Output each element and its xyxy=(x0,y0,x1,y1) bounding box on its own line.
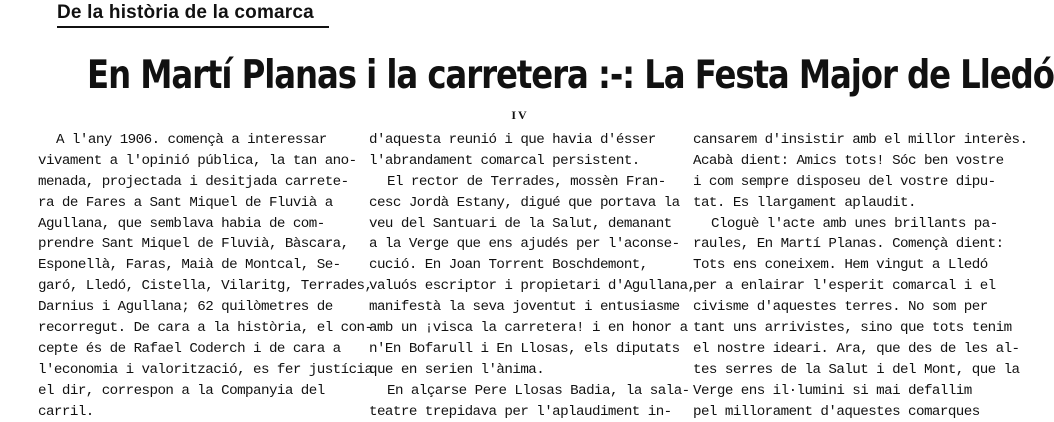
text-line: i com sempre disposeu del vostre dipu- xyxy=(693,173,996,190)
text-line: ra de Fares a Sant Miquel de Fluvià a xyxy=(38,194,333,211)
section-label-underline xyxy=(57,26,329,28)
article-column-1 xyxy=(38,130,373,422)
text-line: manifestà la seva joventut i entusiasme xyxy=(369,299,680,316)
text-line: A l'any 1906. començà a interessar xyxy=(56,132,327,148)
text-line: recorregut. De cara a la història, el con- xyxy=(38,320,373,337)
text-line: l'abrandament comarcal persistent. xyxy=(369,152,640,169)
text-line: raules, En Martí Planas. Començà dient: xyxy=(693,236,1004,253)
text-line: tant uns arrivistes, sino que tots tenim xyxy=(693,320,1012,337)
text-line: pel millorament d'aquestes comarques xyxy=(693,403,980,420)
text-line: el dir, correspon a la Companyia del xyxy=(38,382,325,399)
part-number: IV xyxy=(511,108,529,122)
text-line: tat. Es llargament aplaudit. xyxy=(693,194,916,211)
text-line: Verge ens il·lumini si mai defallim xyxy=(693,382,972,399)
text-line: Esponellà, Faras, Maià de Montcal, Se- xyxy=(38,257,341,274)
text-line: Cloguè l'acte amb unes brillants pa- xyxy=(711,215,998,232)
text-line: teatre trepidava per l'aplaudiment in- xyxy=(369,403,672,420)
text-line: amb un ¡visca la carretera! i en honor a xyxy=(369,320,688,337)
text-line: cansarem d'insistir amb el millor interès. xyxy=(693,132,1028,148)
text-line: cepte és de Rafael Coderch i de cara a xyxy=(38,340,341,357)
text-line: per a enlairar l'esperit comarcal i el xyxy=(693,278,996,295)
text-line: Darnius i Agullana; 62 quilòmetres de xyxy=(38,299,333,316)
section-label: De la història de la comarca xyxy=(57,2,314,23)
text-line: a la Verge que ens ajudés per l'aconse- xyxy=(369,236,680,253)
text-line: Acabà dient: Amics tots! Sóc ben vostre xyxy=(693,152,1004,169)
text-line: garó, Lledó, Cistella, Vilaritg, Terrades, xyxy=(38,278,373,295)
text-line: d'aquesta reunió i que havia d'ésser xyxy=(369,132,656,148)
text-line: Tots ens coneixem. Hem vingut a Lledó xyxy=(693,257,988,274)
text-line: veu del Santuari de la Salut, demanant xyxy=(369,215,672,232)
article-headline: En Martí Planas i la carretera :-: La Festa Major de Lledó xyxy=(87,53,1054,98)
text-line: tes serres de la Salut i del Mont, que la xyxy=(693,361,1020,378)
text-line: menada, projectada i desitjada carrete- xyxy=(38,173,349,190)
text-line: cució. En Joan Torrent Boschdemont, xyxy=(369,257,648,274)
text-line: l'economia i valorització, es fer justícia xyxy=(38,361,373,378)
text-line: En alçarse Pere Llosas Badia, la sala- xyxy=(387,382,690,399)
text-line: que en serien l'ànima. xyxy=(369,361,545,378)
text-line: El rector de Terrades, mossèn Fran- xyxy=(387,173,666,190)
text-line: el nostre ideari. Ara, que des de les al- xyxy=(693,340,1020,357)
text-line: n'En Bofarull i En Llosas, els diputats xyxy=(369,340,680,357)
text-line: prendre Sant Miquel de Fluvià, Bàscara, xyxy=(38,236,349,253)
text-line: vivament a l'opinió pública, la tan ano- xyxy=(38,152,357,169)
text-line: carril. xyxy=(38,403,94,420)
text-line: valuós escriptor i propietari d'Agullana, xyxy=(369,278,696,295)
text-line: cesc Jordà Estany, digué que portava la xyxy=(369,194,680,211)
text-line: Agullana, que semblava habia de com- xyxy=(38,215,325,232)
article-column-2 xyxy=(369,130,696,422)
article-column-3 xyxy=(693,130,1028,422)
text-line: civisme d'aquestes terres. No som per xyxy=(693,299,988,316)
